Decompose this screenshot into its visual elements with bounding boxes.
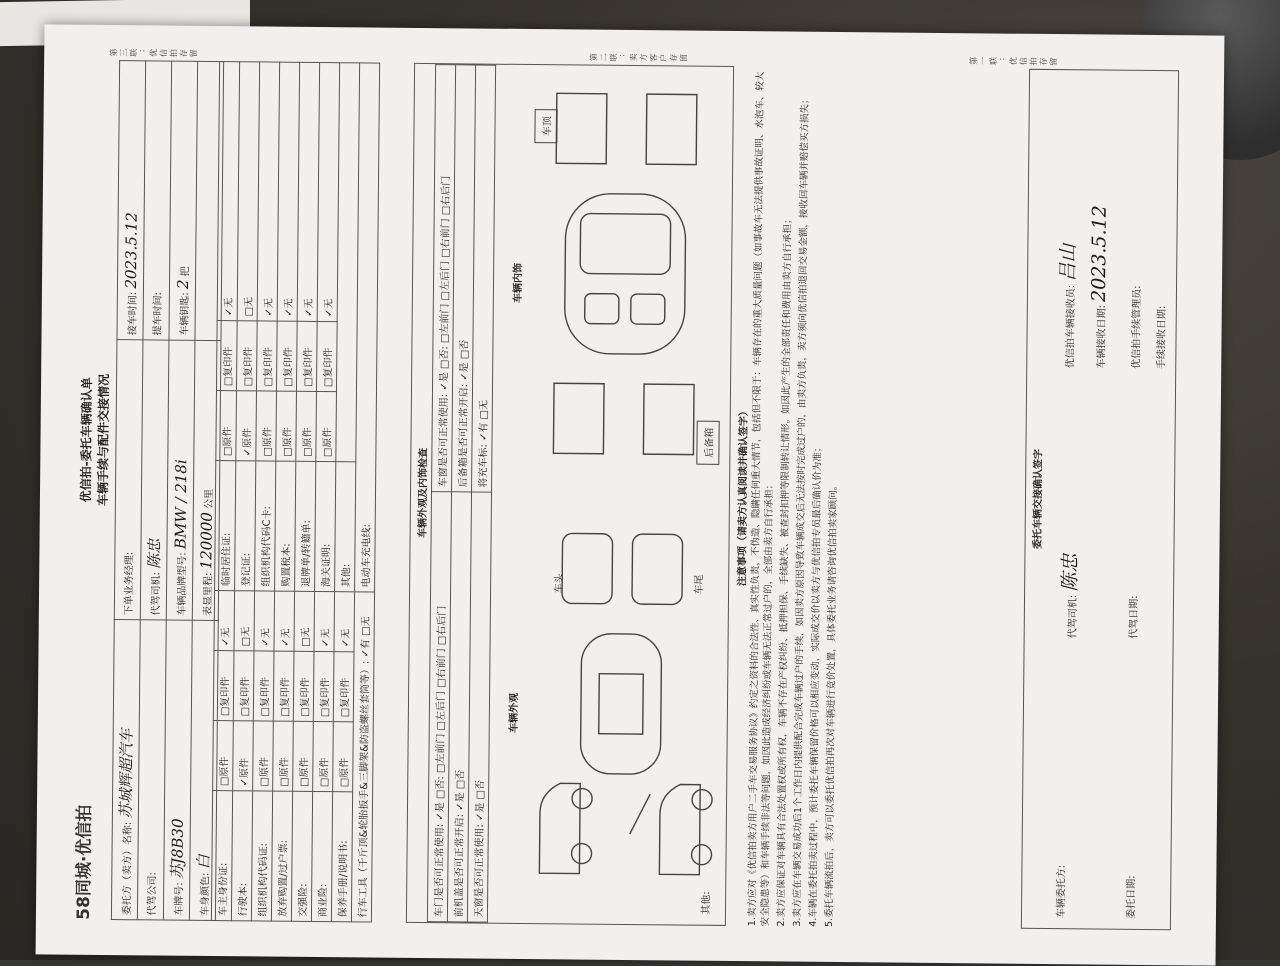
time-value: 2023.5.12: [121, 212, 141, 289]
head-label: 车头: [554, 573, 566, 594]
doc-opt: □复印件: [213, 651, 234, 721]
insp-label: 车窗是否可正常使用:: [438, 393, 450, 488]
owner-value: 苏城辉超汽车: [116, 728, 136, 819]
plate-value: 苏J8B30: [168, 818, 187, 880]
doc-opt: □复印件: [316, 321, 337, 391]
door-panel: [646, 94, 697, 164]
color-value: 白: [194, 854, 213, 870]
doc-opt: ✓无: [277, 62, 299, 321]
tools-cell: [351, 592, 374, 922]
doc-opt: □复印件: [233, 651, 254, 721]
trunk-label: 后备箱: [696, 421, 719, 465]
doc-opt: □无: [237, 62, 259, 321]
receiver-label: 优信拍车辆接收员:: [1065, 284, 1078, 369]
driver-sign-label: 代驾司机:: [1067, 594, 1080, 639]
car-rear: [632, 534, 683, 604]
doc-opt: □原件: [253, 721, 274, 791]
doc-opt: ✓无: [297, 62, 319, 321]
insp-label: 车门是否可正常使用:: [433, 823, 446, 918]
doc-opt: □原件: [273, 721, 294, 791]
doc-opt: ✓无: [254, 591, 275, 651]
doc-opt: ✓无: [217, 62, 239, 321]
note-item: 2.卖方应保证对车辆具有合法处置权或所有权，车辆不存在产权纠纷、抵押担保、手续缺失、被查封扣押等限制转让情形。如因此产生的全部责任和费用由卖方自行承担；: [775, 214, 794, 927]
arrive-label: 提车时间:: [152, 292, 164, 336]
document-title: [77, 340, 113, 540]
doc-opt: □原件: [256, 391, 277, 461]
title-text: 优信拍-委托车辆确认单: [78, 377, 95, 503]
doc-label: 商业险:: [311, 791, 332, 921]
keys-label: 车辆钥匙:: [179, 292, 191, 336]
pen-mark: [630, 794, 650, 834]
doc-label: 车主身份证:: [211, 791, 232, 921]
door-panel: [643, 384, 694, 454]
wheel: [691, 845, 711, 865]
mgr-label: 优信拍手续管理员:: [1131, 285, 1144, 369]
doc-label: 放弃购置/过户票:: [271, 791, 292, 921]
keys-unit: 把: [179, 266, 191, 277]
car-roof: [599, 674, 644, 734]
plate-label: 车牌号:: [173, 882, 186, 916]
other-label: 其他:: [700, 891, 713, 915]
doc-opt: □原件: [213, 721, 234, 791]
receiver-value: 吕山: [1057, 243, 1080, 282]
note-item: 4.车辆在委托拍卖过程中，预计委托车辆保留价格可以相应变动，实际成交价以卖方与优信拍专员最后确认价为准；: [807, 442, 824, 927]
doc-label: 保养手册/说明书:: [331, 792, 352, 922]
seat: [631, 294, 665, 324]
agent-label: 代驾公司:: [146, 872, 159, 916]
doc-opt: ✓无: [317, 63, 339, 322]
insp-value: ✓是 □否: [459, 339, 471, 381]
doc-opt: □原件: [316, 391, 337, 461]
document-page: [61, 47, 1199, 941]
copy-marker: 第一联：优信拍存留: [969, 56, 1060, 67]
doc-opt: □原件: [313, 721, 334, 791]
note-item: 3.卖方应在车辆交易成功后1个工作日内提供配合完成车辆过户的手续，如因卖方原因导致车辆成交后无法按时完成过户的，由卖方负责，卖方须向优信拍退回交易金额，接收回车辆并赔偿买方损失；: [791, 94, 811, 927]
doc-label: 购置税本:: [275, 461, 296, 591]
inspection-left-2: [467, 492, 491, 922]
note-item: 1.卖方应对《优信拍卖方用户二手车交易服务协议》约定之资料的合法性、真实性负责，不伪造、隐瞒任何重大情节，包括但不限于：车辆存在的重大质量问题（如事故车无法提供事故证明、水泡车、较大安全隐患等）和车辆手续非法等问题，如因此造成经济纠纷或车辆无法正常过户的，全部由卖方自行承担；: [746, 71, 776, 927]
color-label: 车身颜色:: [199, 872, 212, 916]
driver-value: 陈忠: [145, 538, 164, 569]
mileage-unit: 公里: [203, 488, 215, 509]
owner-date-label: 委托日期:: [1125, 875, 1138, 919]
doc-opt: □无: [234, 591, 255, 651]
doc-opt: □原件: [293, 721, 314, 791]
doc-opt: □复印件: [296, 321, 317, 391]
insp-label: 天窗是否可正常使用:: [473, 824, 486, 918]
copy-marker: 第三联：优信拍存留: [109, 47, 200, 58]
doc-label: 登记证:: [235, 461, 256, 591]
doc-opt: □原件: [276, 391, 297, 461]
mileage-label: 表显里程:: [202, 572, 214, 617]
exterior-diagram: [519, 513, 723, 895]
insp-extra: □左前门 □左后门 □右前门 □右后门: [435, 605, 448, 774]
exterior-label: 车辆外观: [508, 692, 521, 733]
time-label: 接车时间:: [127, 291, 139, 336]
tools-value: ✓有 □无: [360, 616, 372, 658]
roof-label: 车顶: [534, 109, 557, 143]
doc-label: 临时居住证:: [215, 461, 236, 591]
doc-opt: □复印件: [313, 651, 334, 721]
inspection-right-2: [472, 65, 496, 492]
notes-section: [733, 66, 847, 927]
receive-date-value: 2023.5.12: [1087, 205, 1111, 303]
doc-opt: □复印件: [216, 321, 237, 391]
doc-label: 其他:: [335, 462, 356, 592]
seat: [585, 294, 619, 324]
doc-opt: ✓原件: [236, 391, 257, 461]
arrive-cell: [143, 61, 172, 340]
doc-opt: □复印件: [293, 651, 314, 721]
subtitle-text: 车辆手续与配件交接情况: [95, 373, 112, 507]
door-panel: [556, 93, 607, 163]
receiver-cell: [1052, 243, 1080, 368]
brand-logo: 58同城·优信拍: [73, 804, 96, 920]
insp-label: 后备箱是否可正常开启:: [458, 383, 471, 488]
doc-opt: ✓无: [257, 62, 279, 321]
receive-date-label: 车辆接收日期:: [1096, 305, 1108, 369]
mileage-value: 120000: [196, 512, 216, 570]
doc-opt: □原件: [333, 722, 354, 792]
driver-label: 代驾司机:: [150, 572, 163, 616]
car-top-view: [580, 634, 661, 775]
insp-extra: □左前门 □左后门 □右前门 □右后门: [439, 175, 453, 344]
inspection-section: [406, 63, 734, 926]
insp-value: ✓是 □否: [474, 779, 487, 822]
keys-cell: [169, 61, 198, 340]
doc-opt: ✓无: [214, 591, 235, 651]
tools-label: 行车工具（千斤顶&轮胎扳手&三脚架&防盗螺丝套筒等）:: [357, 660, 372, 918]
doc-label: 行驶本:: [231, 791, 252, 921]
notes-title: 注意事项（请卖方认真阅读并确认签字）: [737, 406, 750, 587]
insp-label: 将充车标:: [478, 444, 490, 488]
wheel: [571, 843, 591, 863]
confirm-title: 委托车辆交接确认签字: [1032, 448, 1045, 549]
model-cell: [166, 340, 195, 620]
mgr-date-label: 手续接收日期:: [1156, 305, 1168, 370]
receive-date-cell: [1087, 205, 1111, 368]
doc-opt: □复印件: [256, 321, 277, 391]
owner-cell: [111, 620, 140, 920]
owner-sign-label: 车辆委托方:: [1055, 864, 1068, 919]
driver-sign-cell: [1055, 554, 1083, 639]
rear-bench: [580, 214, 671, 275]
doc-label: 交强险:: [291, 791, 312, 921]
plate-cell: [163, 620, 192, 920]
docs-table: [211, 61, 380, 923]
tail-label: 车尾: [694, 574, 706, 595]
dealer-label: 下单业务经理:: [123, 551, 136, 616]
doc-label: 海关证明:: [315, 461, 336, 591]
insp-value: ✓是 □否:: [438, 346, 451, 391]
confirm-section: [1021, 69, 1179, 930]
model-value: BMW / 218i: [170, 459, 190, 550]
charge-label: 电动车充电线:: [361, 524, 373, 588]
car-front: [562, 533, 613, 603]
interior-label: 车辆内饰: [512, 262, 525, 303]
time-cell: [117, 61, 146, 340]
inspection-table: [427, 64, 496, 923]
insp-value: ✓是 □否: [454, 769, 467, 811]
doc-opt: ✓原件: [233, 721, 254, 791]
doc-label: 退牌单/转籍单:: [295, 461, 316, 591]
driver-sign-value: 陈忠: [1059, 553, 1082, 592]
driver-date-label: 代驾日期:: [1128, 595, 1141, 639]
doc-opt: □复印件: [333, 652, 354, 722]
doc-opt: ✓无: [274, 591, 295, 651]
dealer-cell: [114, 340, 143, 620]
doc-opt: □原件: [216, 391, 237, 461]
model-label: 车辆品牌型号:: [176, 552, 188, 616]
insp-value: ✓是 □否:: [434, 776, 447, 821]
doc-opt: □复印件: [273, 651, 294, 721]
doc-label: 组织机构代码证:: [251, 791, 272, 921]
owner-label: 委托方（卖方）名称:: [121, 821, 134, 916]
doc-opt: □原件: [296, 391, 317, 461]
document-sheet: [36, 24, 1225, 965]
doc-opt: □复印件: [236, 321, 257, 391]
doc-opt: ✓无: [314, 591, 335, 651]
keys-value: 2: [173, 279, 192, 290]
info-table: [111, 60, 224, 921]
doc-opt: □复印件: [253, 651, 274, 721]
insp-label: 前机盖是否可正常开启:: [453, 813, 466, 918]
wheel: [572, 788, 592, 808]
door-panel: [553, 383, 604, 453]
doc-opt: □无: [294, 591, 315, 651]
document-header: [69, 60, 117, 920]
wheel: [692, 790, 712, 810]
copy-marker: 第二联：卖方客户存留: [589, 52, 690, 63]
note-item: 5.委托车辆流拍后，卖方可以委托优信拍再次对车辆进行竞价处置，具体委托业务请咨询优信拍卖家顾问。: [823, 480, 840, 927]
doc-label: 组织机构代码C卡:: [255, 461, 276, 591]
agent-cell: [137, 620, 166, 920]
driver-cell: [140, 340, 169, 620]
charge-cell: [355, 63, 380, 592]
inspection-title: 车辆外观及内饰检查: [417, 447, 430, 539]
doc-opt: □复印件: [276, 321, 297, 391]
insp-value: ✓有 □无: [478, 399, 490, 442]
doc-opt: ✓无: [334, 592, 355, 652]
